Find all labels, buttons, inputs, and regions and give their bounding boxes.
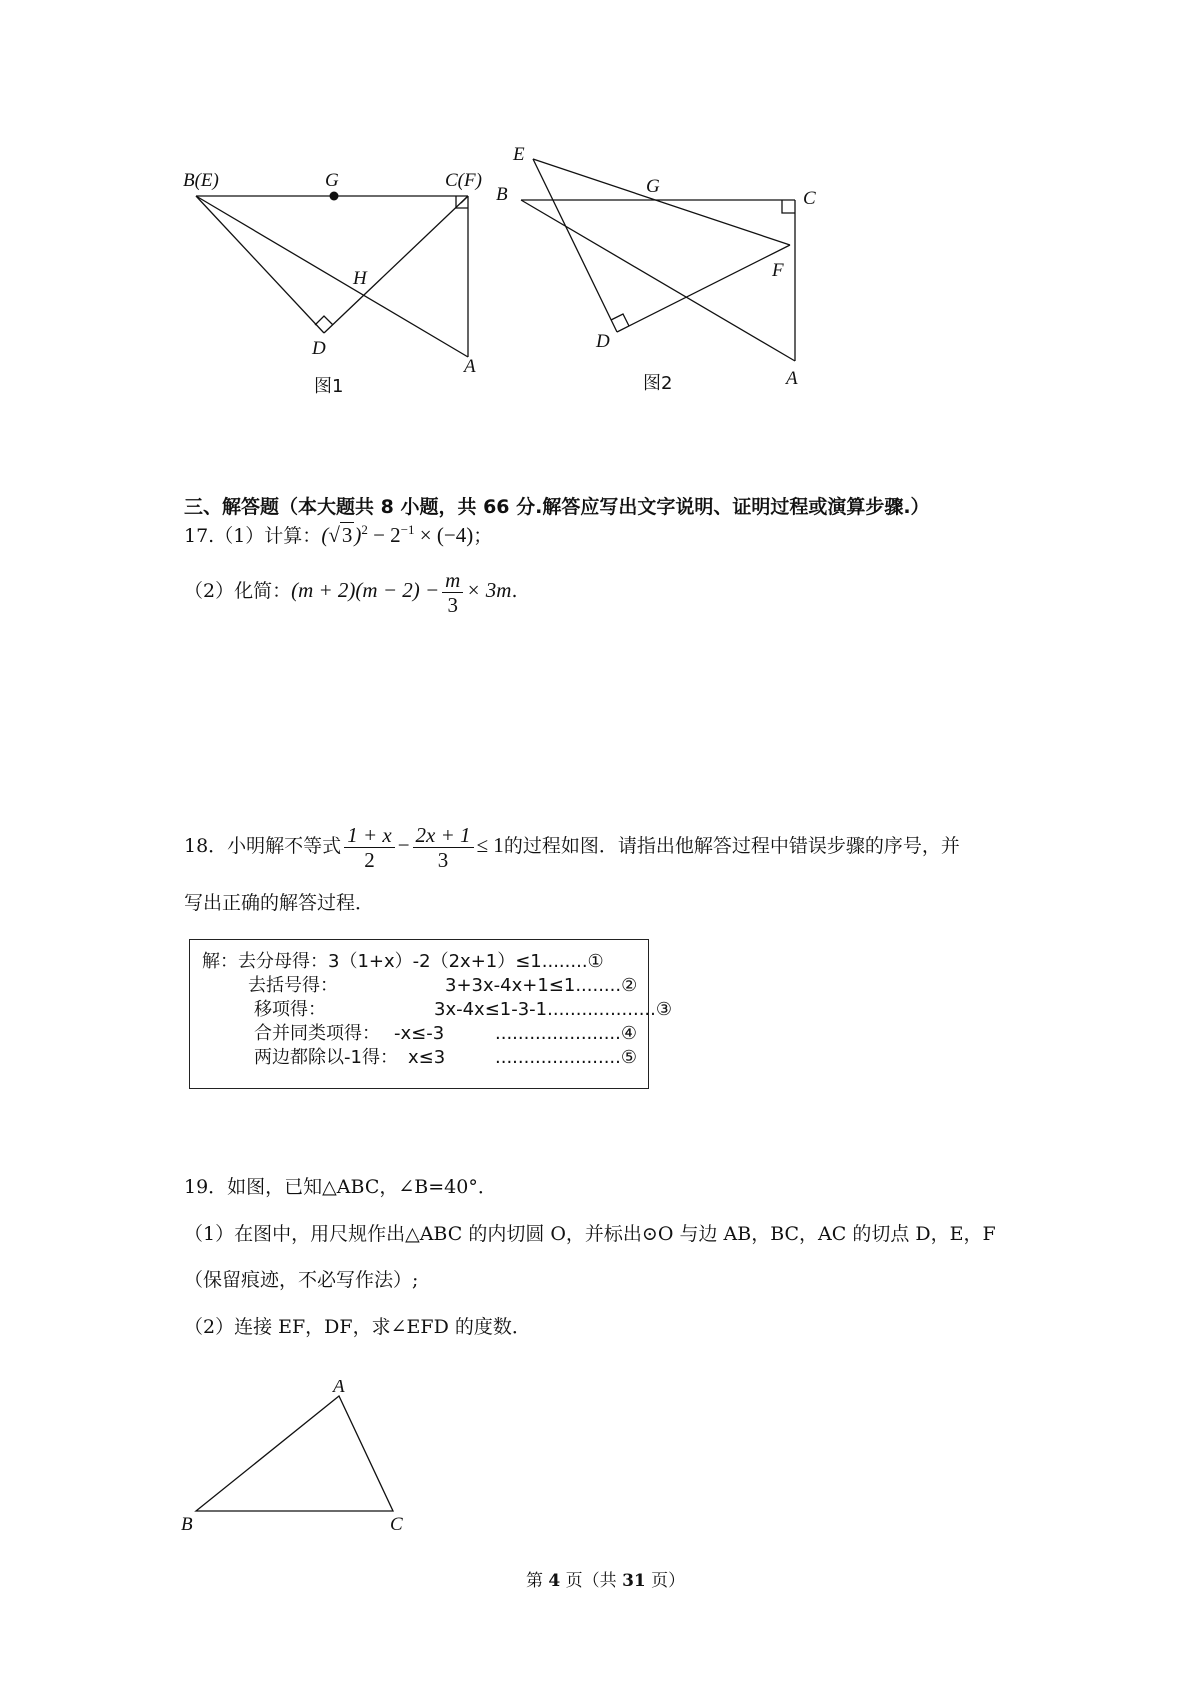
fig1-label-g: G [325, 170, 339, 191]
fig1-segment-bd [196, 196, 324, 333]
section-heading: 三、解答题（本大题共 8 小题，共 66 分.解答应写出文字说明、证明过程或演算步骤.） [184, 496, 930, 518]
q17-part1 [184, 518, 492, 548]
q19-line1: 19．如图，已知△ABC，∠B=40°． [184, 1176, 497, 1198]
solution-step-3: 移项得： [254, 999, 326, 1020]
q17-part2-suffix: . [511, 580, 518, 602]
solution-step-2: 去括号得： [248, 975, 338, 996]
fig3-label-c: C [390, 1514, 403, 1535]
fig3-label-a: A [333, 1380, 345, 1397]
fig2-segment-ef [533, 159, 790, 245]
fig3-label-b: B [181, 1514, 193, 1535]
q17-part2-math-a: (m + 2)(m − 2) − [291, 578, 440, 602]
q18-minus: − [397, 833, 410, 857]
q18-fraction-1: $\frac{1 + x}{2}$ [344, 823, 395, 872]
fig2-caption: 图2 [643, 373, 673, 394]
q19-line4: （2）连接 EF，DF，求∠EFD 的度数． [184, 1316, 531, 1338]
fig2-label-c: C [803, 188, 816, 209]
fig1-label-h: H [353, 268, 367, 289]
solution-step-4: 合并同类项得： -x≤-3 [254, 1023, 445, 1044]
fig1-label-c: C(F) [445, 170, 482, 191]
q18-suffix: 的过程如图．请指出他解答过程中错误步骤的序号，并 [503, 835, 960, 857]
q17-part1-math: $(√3)^2 - 2^{-1} \times (-4)$ [321, 522, 474, 547]
fig2-segment-df [617, 245, 790, 332]
fig2-label-e: E [513, 144, 525, 165]
fig2-segment-ed [533, 159, 617, 332]
q19-line3: （保留痕迹，不必写作法）; [184, 1269, 419, 1291]
fig2-segment-ba [521, 200, 795, 361]
q17-part2 [184, 565, 517, 619]
solution-step-2-expr: 3+3x-4x+1≤1........② [445, 975, 638, 996]
fig2-label-d: D [596, 331, 610, 352]
solution-step-4-dots: ......................④ [495, 1023, 638, 1044]
q18-fraction-2: $\frac{2x + 1}{3}$ [413, 823, 474, 872]
fig1-label-a: A [464, 356, 476, 377]
page-footer: 第 4 页（共 31 页） [526, 1571, 686, 1591]
q17-part2-fraction: $\frac{m}{3}$ [442, 568, 463, 617]
fig1-label-b: B(E) [183, 170, 219, 191]
triangle-abc [196, 1396, 393, 1511]
fig2-label-b: B [496, 184, 508, 205]
q17-part1-suffix: ； [473, 525, 493, 547]
q17-part2-prefix: （2）化简： [184, 580, 292, 602]
solution-step-5: 两边都除以-1得： x≤3 [254, 1047, 446, 1068]
q18-solution-box [189, 939, 672, 1089]
figure-1 [0, 0, 1200, 420]
fig1-point-g [330, 192, 339, 201]
fig2-label-a: A [786, 368, 798, 389]
fig2-right-angle-c [782, 200, 795, 213]
fig1-caption: 图1 [314, 376, 344, 397]
solution-step-1: 解：去分母得：3（1+x）-2（2x+1）≤1........① [202, 951, 604, 972]
fig2-label-g: G [646, 176, 660, 197]
fig1-segment-ba [196, 196, 468, 357]
page-number: 4 [548, 1571, 561, 1591]
page-total: 31 [622, 1571, 646, 1591]
figure-3-triangle [0, 1380, 1200, 1540]
fig2-label-f: F [772, 260, 784, 281]
q18-line1 [184, 820, 960, 874]
fig1-label-d: D [312, 338, 326, 359]
fig1-right-angle-d [315, 316, 333, 325]
solution-step-3-expr: 3x-4x≤1-3-1...................③ [434, 999, 672, 1020]
q17-part1-prefix: 17.（1）计算： [184, 525, 322, 547]
q18-line2: 写出正确的解答过程． [184, 892, 375, 914]
q17-part2-math-b: × 3m [466, 578, 512, 602]
q18-prefix: 18．小明解不等式 [184, 835, 342, 857]
solution-step-5-dots: ......................⑤ [495, 1047, 638, 1068]
q18-leq: ≤ 1 [476, 833, 504, 857]
q19-line2: （1）在图中，用尺规作出△ABC 的内切圆 O，并标出⊙O 与边 AB，BC，AC 的切点 D，E，F [184, 1223, 996, 1245]
fig1-segment-dc [324, 196, 468, 333]
